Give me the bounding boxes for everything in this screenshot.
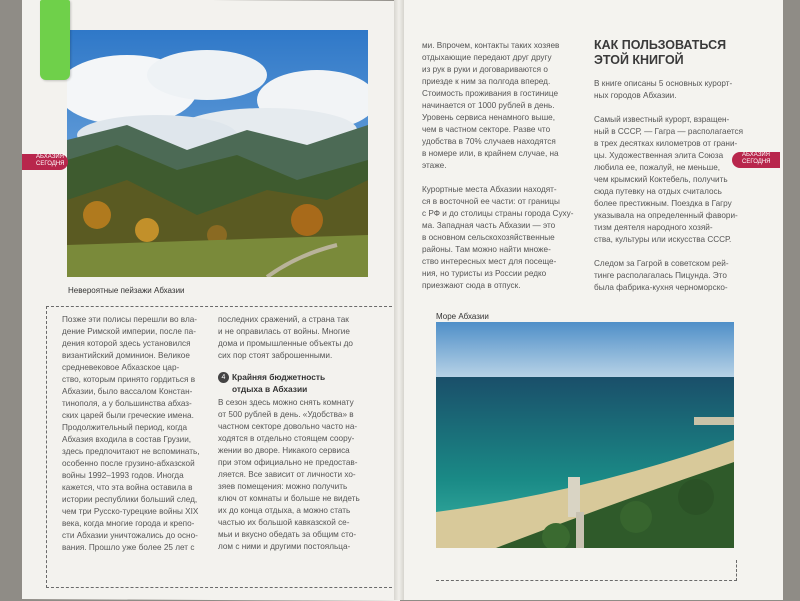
left-photo-caption: Невероятные пейзажи Абхазии (68, 286, 185, 295)
left-column2-body: В сезон здесь можно снять комнату от 500 рублей в день. «Удобства» в частном секторе довольно часто на- ходятся в отдельно стоящем соору- жении во дворе. Никакого сервиса при этом официально не предостав- ляется. Все зависит от личности хо- зяев помещения: можно получить ключ от комнаты и больше не видеть их до конца отдыха, а можно стать частью их большой кавказской се- мьи и вкусно обедать за общим сто- лом с ними и другими постояльца- (218, 398, 360, 551)
right-column2-text: В книге описаны 5 основных курорт- ных городов Абхазии. Самый известный курорт, взращен- ный в СССР, — Гагра — располагается в трех десятках километров от грани- цы. Художественная элита Союза любила ее, пожалуй, не меньше, чем крымский Коктебель, получить сюда путевку на отдых считалось более престижным. Поездка в Гагру указывала на определенный фавори- тизм деятеля народного хозяй- ства, культуры или искусства СССР. Следом за Гагрой в советском рей- тинге располагалась Пицунда. Это была фабрика-кухня черноморско- (594, 79, 744, 292)
subhead-budget: Крайняя бюджетность отдыха в Абхазии (232, 372, 326, 394)
section-tab-right: АБХАЗИЯ СЕГОДНЯ (732, 152, 780, 168)
section-tab-left: АБХАЗИЯ СЕГОДНЯ (22, 154, 68, 170)
green-bookmark (40, 0, 70, 80)
book-usage-heading: КАК ПОЛЬЗОВАТЬСЯ ЭТОЙ КНИГОЙ (594, 38, 727, 67)
mountain-landscape-photo (67, 30, 368, 277)
left-column2-text: последних сражений, а страна так и не оправилась от войны. Многие дома и промышленные объекты до сих пор стоят заброшенными. (218, 315, 353, 360)
dashed-frame-right (436, 560, 737, 581)
subhead-number: 4 (218, 372, 229, 383)
right-photo-caption: Море Абхазии (436, 312, 489, 321)
sea-coast-photo (436, 322, 734, 548)
left-column-text: Позже эти полисы перешли во вла- дение Римской империи, после па- дения которой здесь установился византийский доминион. Великое средневековое Абхазское цар- ство, которым принято гордиться в Абхазии, было вассалом Констан- тинополя, а у большинства абхаз- ских царей были греческие имена. Продолжительный период, когда Абхазия входила в состав Грузии, здесь предпочитают не вспоминать, особенно после грузино-абхазской войны 1992–1993 годов. Иногда кажется, что эта война оставила в истории республики больший след, чем три Русско-турецкие войны XIX века, когда многие города и крепо- сти Абхазии уничтожались до осно- вания. Прошло уже более 25 лет с (62, 315, 200, 552)
book-spine (394, 0, 404, 600)
right-column-text: ми. Впрочем, контакты таких хозяев отдыхающие передают друг другу из рук в руки и договариваются о приезде к ним за полгода вперед. Стоимость проживания в гостинице начинается от 1000 рублей в день. Уровень сервиса ненамного выше, чем в частном секторе. Разве что удобства в 70% случаев находятся в номере или, в крайнем случае, на этаже. Курортные места Абхазии находят- ся в восточной ее части: от границы с РФ и до столицы страны города Суху- ма. Западная часть Абхазии — это в основном сельскохозяйственные районы. Там можно найти множе- ство интересных мест для посеще- ния, но туристы из России редко приезжают сюда в отпуск. (422, 41, 574, 290)
